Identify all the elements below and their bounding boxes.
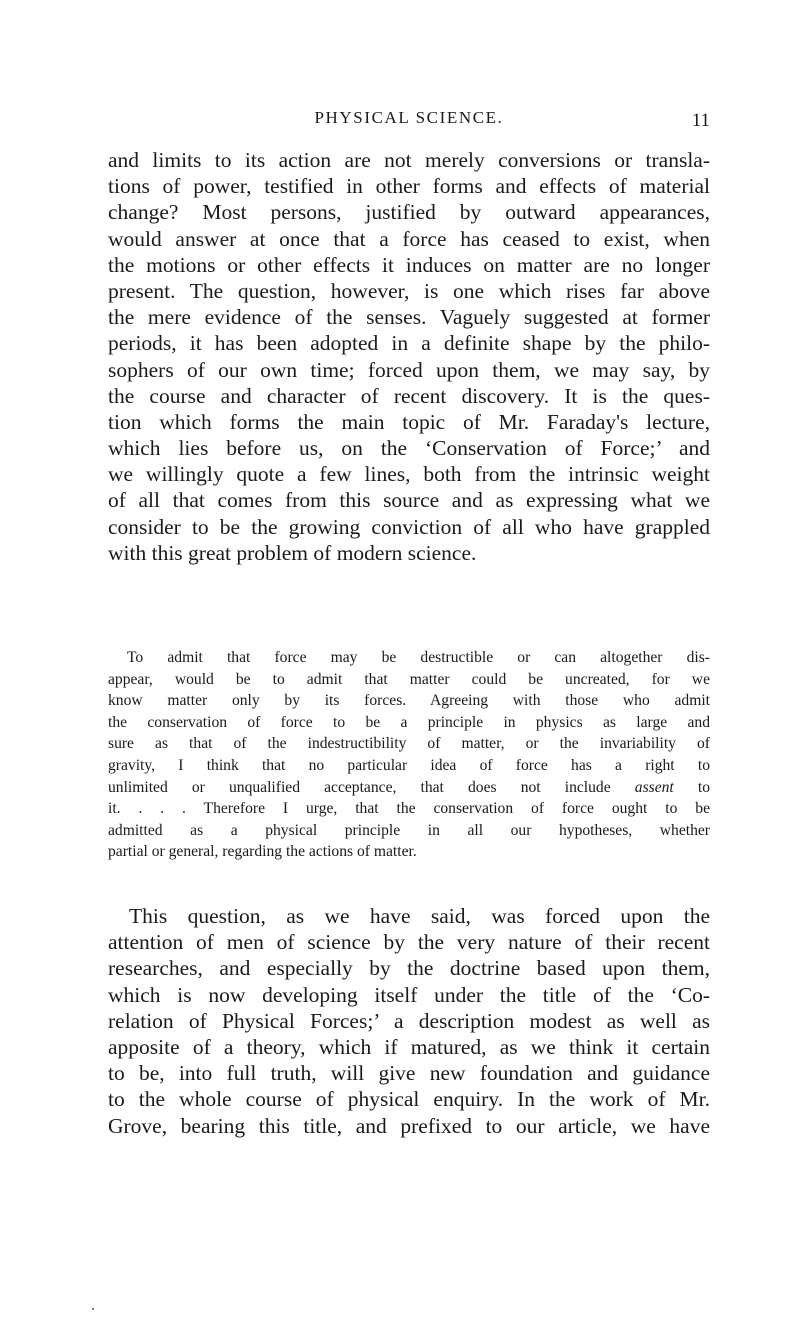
text-line: the course and character of recent discovery. It is the ques-: [108, 383, 710, 408]
text-line: to be, into full truth, will give new foundation and guidance: [108, 1061, 710, 1086]
quote-line: To admit that force may be destructible or can altogether dis-: [127, 649, 710, 666]
printing-speck: [92, 1308, 94, 1310]
text-line: the motions or other effects it induces on matter are no longer: [108, 252, 710, 277]
quote-line: the conservation of force to be a principle in physics as large and: [108, 713, 710, 731]
text-line: change? Most persons, justified by outward appearances,: [108, 200, 710, 225]
running-head: [108, 108, 710, 138]
text-line: This question, as we have said, was forced upon the: [129, 904, 710, 928]
text-line: which is now developing itself under the title of the ‘Co-: [108, 982, 710, 1007]
paragraph-2: [108, 903, 710, 1139]
quote-line: [108, 777, 710, 799]
text-line: tions of power, testified in other forms and effects of material: [108, 174, 710, 199]
quote-line-tail: to: [673, 778, 710, 796]
paragraph-1: [108, 147, 710, 566]
quote-line: partial or general, regarding the actions of matter.: [108, 843, 417, 861]
quote-line-text: unlimited or unqualified acceptance, that does not include: [108, 778, 611, 796]
italic-word: assent: [634, 778, 674, 796]
text-line: to the whole course of physical enquiry. In the work of Mr.: [108, 1087, 710, 1112]
text-line: of all that comes from this source and as expressing what we: [108, 488, 710, 513]
text-line: Grove, bearing this title, and prefixed to our article, we have: [108, 1113, 710, 1138]
quote-line: know matter only by its forces. Agreeing with those who admit: [108, 692, 710, 710]
text-line: relation of Physical Forces;’ a description modest as well as: [108, 1008, 710, 1033]
text-line: the mere evidence of the senses. Vaguely suggested at former: [108, 305, 710, 330]
text-line: sophers of our own time; forced upon them, we may say, by: [108, 357, 710, 382]
text-line: with this great problem of modern science.: [108, 540, 477, 565]
quote-line: it. . . . Therefore I urge, that the conservation of force ought to be: [108, 800, 710, 818]
text-line: researches, and especially by the doctrine based upon them,: [108, 956, 710, 981]
text-line: would answer at once that a force has ceased to exist, when: [108, 226, 710, 251]
block-quotation: [108, 647, 710, 863]
quote-line: appear, would be to admit that matter could be uncreated, for we: [108, 670, 710, 688]
quote-line: gravity, I think that no particular idea of force has a right to: [108, 756, 710, 774]
quote-line: sure as that of the indestructibility of matter, or the invariability of: [108, 735, 710, 753]
running-title: PHYSICAL SCIENCE.: [314, 108, 504, 127]
text-line: we willingly quote a few lines, both from the intrinsic weight: [108, 462, 710, 487]
text-line: which lies before us, on the ‘Conservation of Force;’ and: [108, 436, 710, 461]
text-line: periods, it has been adopted in a definite shape by the philo-: [108, 331, 710, 356]
page-number: 11: [691, 110, 710, 131]
text-line: apposite of a theory, which if matured, as we think it certain: [108, 1034, 710, 1059]
text-line: tion which forms the main topic of Mr. Faraday's lecture,: [108, 409, 710, 434]
quote-line: admitted as a physical principle in all our hypotheses, whether: [108, 821, 710, 839]
text-line: present. The question, however, is one which rises far above: [108, 278, 710, 303]
text-line: and limits to its action are not merely conversions or transla-: [108, 148, 710, 172]
text-line: consider to be the growing conviction of all who have grappled: [108, 514, 710, 539]
text-line: attention of men of science by the very nature of their recent: [108, 930, 710, 955]
